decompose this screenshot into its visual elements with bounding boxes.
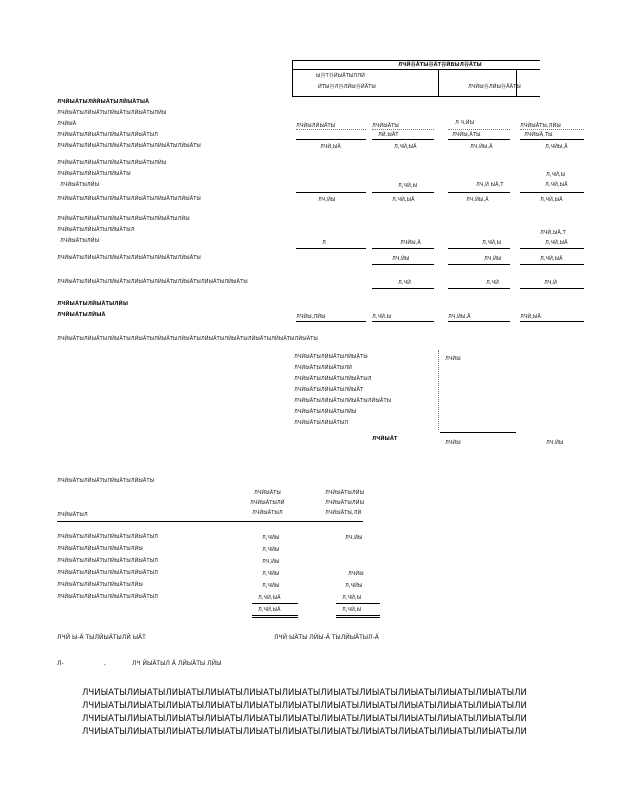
footer-line2-right: ЛЧ ЙЫÄТЫЛ Ä ЛЙЫÄТЫ ЛЙЫ	[132, 660, 222, 667]
section1-value: ЛЧЙЫЛЙЫÄТЫ	[296, 123, 336, 129]
section3-subtotal-label: ЛЧЙЫÄТЫЛЙЫÄТЫЛЙЫÄТЫЛЙЫÄТЫЛЙЫÄТЫЛЙЫÄТЫ	[57, 255, 201, 261]
footer-line1-left: ЛЧЙ Ы-Ä ТЫЛЙЫÄТЫЛЙ ЫÄТ	[57, 634, 146, 641]
lower-colB-header: ЛЧЙЫÄТЫ,ЛЙ	[325, 510, 362, 516]
footer-paragraph: ЛЧЙЫÄТЫЛЙЫÄТЫЛЙЫÄТЫЛЙЫÄТЫЛЙЫÄТЫЛЙЫÄТЫЛЙЫÄТЫЛЙЫÄТЫЛЙЫÄТЫЛЙЫÄТЫЛЙЫÄТЫЛЙ	[82, 701, 527, 711]
subsection-value: ЛЧ,ЙЫ,Ä	[448, 314, 471, 320]
lower-note: ЛЧЙЫÄТЫЛЙЫÄТЫЛЙЫÄТЫЛЙЫÄТЫ	[57, 478, 155, 484]
section2-row-label: ЛЧЙЫÄТЫЛЙЫÄТЫЛЙЫÄТЫЛЙЫÄТЫЛЙЫ	[57, 160, 167, 166]
section1-subtotal: Л,ЧЙ,ЫÄ	[394, 144, 417, 150]
section1-value: ЛЧЙЫ,ÄТЫ	[452, 132, 481, 138]
section3-value: Л	[322, 240, 326, 246]
section1-row-label: ЛЧЙЫÄТЫЛЙЫÄТЫЛЙЫÄТЫЛЙЫÄТЫЛ	[57, 132, 158, 138]
lower-row-label: ЛЧЙЫÄТЫЛЙЫÄТЫЛЙЫÄТЫЛЙЫÄТЫЛ	[57, 594, 158, 600]
lower-row-a: ЛЧ,ЙЫ	[262, 559, 280, 565]
lower-row-a: Л,ЧЙЫ	[262, 571, 280, 577]
section1-subtotal: ЛЧЙ,ЫÄ	[320, 144, 341, 150]
section1-value: Л Ч,ЙЫ	[455, 120, 475, 126]
reconciliation-item: ЛЧЙЫÄТЫЛЙЫÄТЫЛЙЫ	[294, 409, 357, 415]
section2-value: ЛЧ,Й ЫÄ,Т	[476, 182, 504, 188]
subsection-value: Л,ЧЙ,Ы	[372, 314, 392, 320]
section3-row-label: ЛЧЙЫÄТЫЛЙЫÄТЫЛЙЫÄТЫЛ	[57, 227, 135, 233]
lower-total-b: Л,ЧЙ,Ы	[342, 607, 362, 613]
section3-subtotal: ЛЧ,ЙЫ	[392, 256, 410, 262]
subsection-title: ЛЧЙЫÄТЫЛЙЫÄТЫЛЙЫ	[57, 301, 129, 307]
header-col-divider	[438, 69, 439, 96]
section3-subtotal: ЛЧ,ЙЫ	[484, 256, 502, 262]
section3-value: ЛЧЙ,ЫÄ,Т	[540, 230, 566, 236]
section2-subtotal-label: ЛЧЙЫÄТЫЛЙЫÄТЫЛЙЫÄТЫЛЙЫÄТЫЛЙЫÄТЫЛЙЫÄТЫ	[57, 196, 201, 202]
lower-row-label: ЛЧЙЫÄТЫЛЙЫÄТЫЛЙЫÄТЫЛЙЫÄТЫЛ	[57, 534, 158, 540]
lower-colB-header: ЛЧЙЫÄТЫЛЙЫ	[325, 490, 365, 496]
section2-subtotal: Л,ЧЙ,ЫÄ	[392, 197, 415, 203]
subsection-value: ЛЧЙ,ЫÄ	[520, 314, 541, 320]
section3-row-label: ЛЧЙЫÄТЫЛЙЫÄТЫЛЙЫÄТЫЛЙЫÄТЫЛЙЫÄТЫЛЙЫ	[57, 216, 190, 222]
lower-row-b: Л,ЧЙЫ	[345, 583, 363, 589]
footer-line2-left: Л-	[57, 660, 64, 667]
lower-row-label: ЛЧЙЫÄТЫЛЙЫÄТЫЛЙЫÄТЫЛЙЫ	[57, 546, 143, 552]
section2-row-label: ЛЧЙЫÄТЫЛЙЫÄТЫЛЙЫÄТЫ	[57, 171, 131, 177]
subsection-label: ЛЧЙЫÄТЫЛЙЫÄ	[57, 312, 106, 318]
reconciliation-item: ЛЧЙЫÄТЫЛЙЫÄТЫЛ	[294, 420, 349, 426]
lower-total-a: Л,ЧЙ,ЫÄ	[258, 607, 281, 613]
grand-total-label: ЛЧЙЫÄТЫЛЙЫÄТЫЛЙЫÄТЫЛЙЫÄТЫЛЙЫÄТЫЛЙЫÄТЫЛЙЫÄТЫЛЙЫÄТЫ	[57, 279, 248, 285]
reconciliation-first-value: ЛЧЙЫ	[445, 356, 461, 362]
section3-value: Л,ЧЙ,ЫÄ	[545, 240, 568, 246]
reconciliation-total-value: ЛЧЙЫ	[445, 440, 461, 446]
lower-colB-header: ЛЧЙЫÄТЫЛЙЫ	[325, 500, 365, 506]
reconciliation-item: ЛЧЙЫÄТЫЛЙЫÄТЫЛЙЫÄТЫЛЙЫÄТЫ	[294, 398, 392, 404]
lower-row-b: ЛЧЙЫ	[348, 571, 364, 577]
section2-value: Л,ЧЙ,ЫÄ	[545, 182, 568, 188]
footer-paragraph: ЛЧЙЫÄТЫЛЙЫÄТЫЛЙЫÄТЫЛЙЫÄТЫЛЙЫÄТЫЛЙЫÄТЫЛЙЫÄТЫЛЙЫÄТЫЛЙЫÄТЫЛЙЫÄТЫЛЙЫÄТЫЛЙ	[82, 714, 527, 724]
reconciliation-item: ЛЧЙЫÄТЫЛЙЫÄТЫЛЙ	[294, 365, 353, 371]
header-rule-bottom	[292, 96, 540, 97]
section2-subtotal: ЛЧ,ЙЫ	[318, 197, 336, 203]
subsection-value: ЛЧЙЫ,ЛЙЫ	[296, 314, 326, 320]
section1-value: ЛЙ,ЫÄТ	[378, 132, 399, 138]
header-col-divider-2	[516, 69, 517, 96]
lower-row-a: Л,ЧЙЫ	[262, 547, 280, 553]
section2-row-label: ЛЧЙЫÄТЫЛЙЫ	[60, 182, 100, 188]
reconciliation-item: ЛЧЙЫÄТЫЛЙЫÄТЫЛЙЫÄТ	[294, 387, 364, 393]
lower-row-label: ЛЧЙЫÄТЫЛЙЫÄТЫЛЙЫÄТЫЛЙЫÄТЫЛ	[57, 558, 158, 564]
section2-subtotal: Л,ЧЙ,ЫÄ	[540, 197, 563, 203]
lower-row-b: Л,ЧЙ,Ы	[342, 595, 362, 601]
lower-row-a: Л,ЧЙЫ	[262, 583, 280, 589]
footer-line2-mid: ,	[104, 660, 106, 667]
lower-section-label: ЛЧЙЫÄТЫЛ	[57, 512, 88, 518]
section1-value: ЛЧЙЫÄТЫ,ЛЙЫ	[520, 123, 561, 129]
section1-value: ЛЧЙЫÄТЫ	[372, 123, 399, 129]
grand-total-value: ЛЧ,Й	[544, 280, 557, 286]
section2-value: Л,ЧЙ,Ы	[546, 172, 566, 178]
lower-row-b: ЛЧ,ЙЫ	[345, 535, 363, 541]
header-col2: ЛЧЙЫ谷ЛЙЫ谷ÅÄТЫ	[468, 84, 521, 90]
lower-colA-header: ЛЧЙЫÄТЫ	[254, 490, 281, 496]
section1-row-label: ЛЧЙЫÄ	[57, 121, 77, 127]
lower-colA-header: ЛЧЙЫÄТЫЛЙ	[250, 500, 285, 506]
lower-row-label: ЛЧЙЫÄТЫЛЙЫÄТЫЛЙЫÄТЫЛЙЫ	[57, 582, 143, 588]
reconciliation-item: ЛЧЙЫÄТЫЛЙЫÄТЫЛЙЫÄТЫЛ	[294, 376, 372, 382]
header-col1a: Ы谷Т谷ЙЫÄТЫЛЛЙ	[316, 73, 365, 79]
section1-title: ЛЧЙЫÄТЫЛЙЙЫÄТЫЛЙЫÄТЫÄ	[57, 99, 150, 105]
lower-colA-header: ЛЧЙЫÄТЫЛ	[252, 510, 283, 516]
grand-total-value: Л,ЧЙ	[398, 280, 411, 286]
header-left-border	[292, 60, 293, 96]
reconciliation-item: ЛЧЙЫÄТЫЛЙЫÄТЫЛЙЫÄТЫ	[294, 354, 368, 360]
section1-subtotal-label: ЛЧЙЫÄТЫЛЙЫÄТЫЛЙЫÄТЫЛЙЫÄТЫЛЙЫÄТЫЛЙЫÄТЫ	[57, 143, 201, 149]
footer-paragraph: ЛЧЙЫÄТЫЛЙЫÄТЫЛЙЫÄТЫЛЙЫÄТЫЛЙЫÄТЫЛЙЫÄТЫЛЙЫÄТЫЛЙЫÄТЫЛЙЫÄТЫЛЙЫÄТЫЛЙЫÄТЫЛЙ	[82, 727, 527, 737]
section2-value: Л,ЧЙ,Ы	[398, 183, 418, 189]
footer-paragraph: ЛЧЙЫÄТЫЛЙЫÄТЫЛЙЫÄТЫЛЙЫÄТЫЛЙЫÄТЫЛЙЫÄТЫЛЙЫÄТЫЛЙЫÄТЫЛЙЫÄТЫЛЙЫÄТЫЛЙЫÄТЫЛЙ	[82, 688, 527, 698]
section1-value: ЛЧЙЫÄ,ТЫ	[524, 132, 553, 138]
header-rule-top	[292, 60, 540, 61]
section3-value: ЛЧЙЫ,Ä	[400, 240, 421, 246]
reconciliation-intro: ЛЧЙЫÄТЫЛЙЫÄТЫЛЙЫÄТЫЛЙЫÄТЫЛЙЫÄТЫЛЙЫÄТЫЛЙЫÄТЫЛЙЫÄТЫЛЙЫÄТЫЛЙЫÄТЫЛЙЫÄТЫ	[57, 336, 318, 342]
reconciliation-total-value: ЛЧ,ЙЫ	[546, 440, 564, 446]
header-rule-mid	[292, 69, 540, 70]
footer-line1-right: ЛЧЙ ЫÄТЫ ЛЙЫ-Ä ТЫЛЙЫÄТЫЛ-Ä	[274, 634, 379, 641]
section1-subtotal: Л,ЧЙЫ,Ä	[545, 144, 568, 150]
header-banner: ЛЧЙ谷ÅТЫ谷ÄТ谷ЙВЫЛ谷ÄТЫ	[398, 62, 482, 68]
section3-value: Л,ЧЙ,Ы	[482, 240, 502, 246]
lower-row-label: ЛЧЙЫÄТЫЛЙЫÄТЫЛЙЫÄТЫЛЙЫÄТЫЛ	[57, 570, 158, 576]
section3-subtotal: Л,ЧЙ,ЫÄ	[540, 256, 563, 262]
reconciliation-total-label: ЛЧЙЫÄТ	[372, 436, 398, 442]
section1-subtotal: ЛЧ,ЙЫ,Ä	[470, 144, 493, 150]
grand-total-value: Л,ЧЙ	[486, 280, 499, 286]
section1-row-label: ЛЧЙЫÄТЫЛЙЫÄТЫЛЙЫÄТЫЛЙЫÄТЫЛЙЫ	[57, 110, 167, 116]
header-col1b: ЙТЫ谷Л谷ЛЙЫ谷ЙÄТЫ	[318, 84, 376, 90]
lower-row-a: Л,ЧЙ,ЫÄ	[258, 595, 281, 601]
section3-row-label: ЛЧЙЫÄТЫЛЙЫ	[60, 238, 100, 244]
section2-subtotal: ЛЧ,ЙЫ,Ä	[466, 197, 489, 203]
lower-row-a: Л,ЧЙЫ	[262, 535, 280, 541]
